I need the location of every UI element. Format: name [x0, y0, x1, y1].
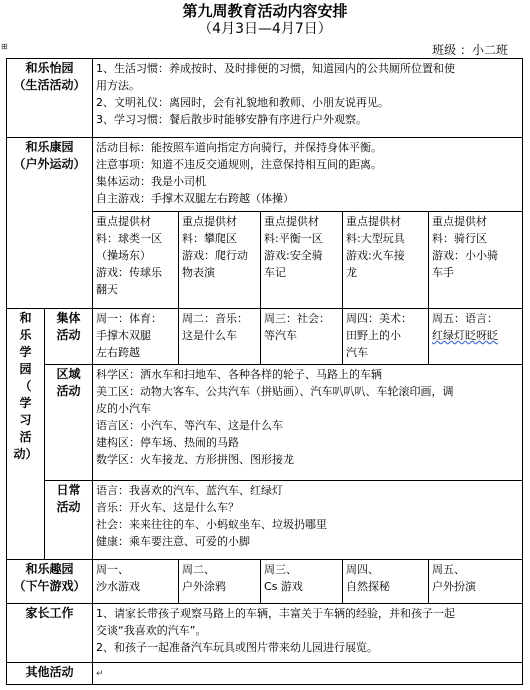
collective-day-1: 周一：体育： 手撑木双腿 左右跨越	[93, 309, 179, 365]
outdoor-area-5: 重点提供材 料：骑行区 游戏：小小骑 车手	[429, 212, 523, 309]
outdoor-content: 活动目标：能按照车道向指定方向骑行，并保持身体平衡。 注意事项：知道不违反交通规则，注意保持相互间的距离。 集体运动：我是小司机 自主游戏：手撑木双腿左右跨越（体操）	[93, 138, 523, 212]
life-content: 1、生活习惯：养成按时、及时排便的习惯，知道园内的公共厕所位置和使 用方法。 2、文明礼仪：离园时，会有礼貌地和教师、小朋友说再见。 3、学习习惯：餐后散步时能够安静有序进行户外观察。	[93, 59, 523, 138]
sub-label-collective: 集体 活动	[45, 309, 93, 365]
section-label-afternoon: 和乐趣园 （下午游戏）	[7, 560, 93, 604]
collective-day-2: 周二：音乐： 这是什么车	[179, 309, 261, 365]
sub-label-daily: 日常 活动	[45, 481, 93, 560]
schedule-table	[6, 58, 523, 685]
section-label-parents: 家长工作	[7, 604, 93, 663]
parents-content: 1、请家长带孩子观察马路上的车辆，丰富关于车辆的经验，并和孩子一起 交谈“我喜欢的汽车”。 2、和孩子一起准备汽车玩具或图片带来幼儿园进行展览。	[93, 604, 523, 663]
collective-day-4: 周四：美术： 田野上的小 汽车	[343, 309, 429, 365]
paragraph-mark-icon: ↵	[96, 669, 104, 679]
outdoor-area-3: 重点提供材 料:平衡一区 游戏:安全骑 车记	[261, 212, 343, 309]
other-content[interactable]	[93, 663, 523, 685]
regional-content: 科学区：洒水车和扫地车、各种各样的轮子、马路上的车辆 美工区：动物大客车、公共汽车（拼贴画）、汽车叭叭叭、车轮滚印画，调 皮的小汽车 语言区：小汽车、等汽车、这是什么车 建构区：停车场、热闹的马路 数学区：火车接龙、方形拼图、图形接龙	[93, 365, 523, 481]
afternoon-day-3: 周三、 Cs 游戏	[261, 560, 343, 604]
page-title: 第九周教育活动内容安排	[182, 2, 348, 20]
outdoor-area-4: 重点提供材 料:大型玩具 游戏:火车接 龙	[343, 212, 429, 309]
collective-day-5: 周五：语言： 红绿灯眨呀眨	[429, 309, 523, 365]
outdoor-area-1: 重点提供材 料：球类一区 （操场东） 游戏：传球乐 翻天	[93, 212, 179, 309]
section-label-life: 和乐怡园 （生活活动）	[7, 59, 93, 138]
outdoor-area-2: 重点提供材 料：攀爬区 游戏：爬行动 物表演	[179, 212, 261, 309]
sub-label-regional: 区域 活动	[45, 365, 93, 481]
table-move-handle-icon[interactable]: ⊞	[1, 42, 8, 51]
section-label-learning: 和 乐 学 园 （ 学 习 活 动）	[7, 309, 45, 560]
collective-day-3: 周三：社会： 等汽车	[261, 309, 343, 365]
afternoon-day-4: 周四、 自然探秘	[343, 560, 429, 604]
afternoon-day-1: 周一、 沙水游戏	[93, 560, 179, 604]
afternoon-day-2: 周二、 户外涂鸦	[179, 560, 261, 604]
section-life	[7, 59, 523, 138]
page-subtitle: （4月3日—4月7日）	[198, 21, 332, 37]
section-label-outdoor: 和乐康园 （户外运动）	[7, 138, 93, 309]
afternoon-day-5: 周五、 户外扮演	[429, 560, 523, 604]
class-info: 班级 ：小二班	[432, 43, 508, 57]
daily-content: 语言：我喜欢的汽车、蓝汽车、红绿灯 音乐：开火车、这是什么车？ 社会：来来往往的车、小蚂蚁坐车、垃圾扔哪里 健康：乘车要注意、可爱的小脚	[93, 481, 523, 560]
section-label-other: 其他活动	[7, 663, 93, 685]
